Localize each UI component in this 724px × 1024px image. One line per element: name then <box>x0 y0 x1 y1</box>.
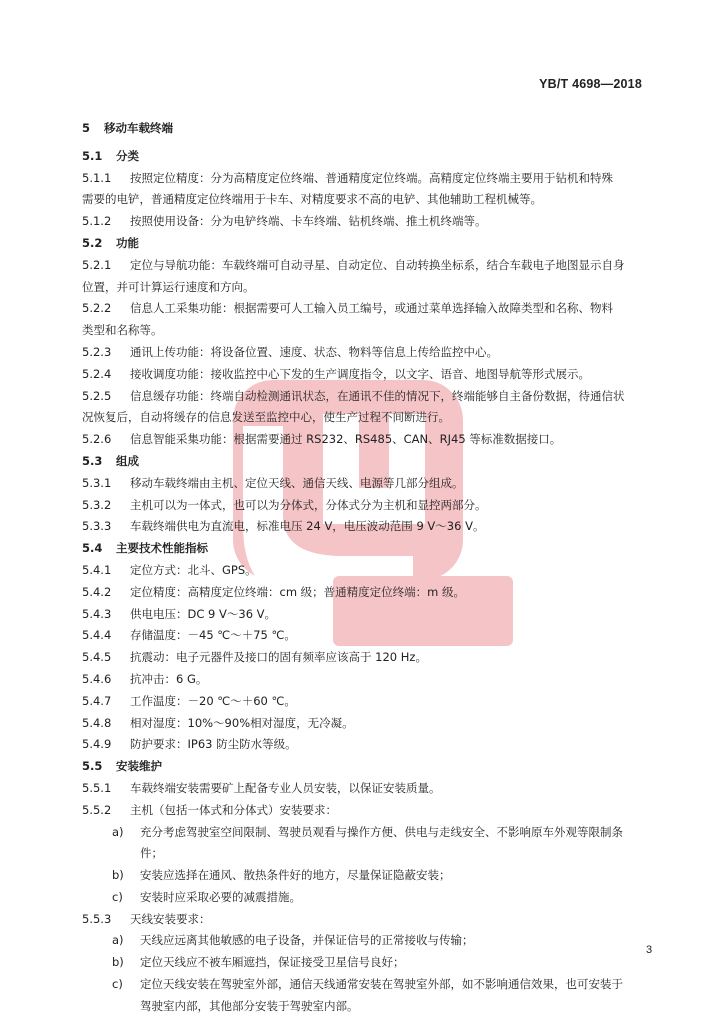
clause-text: 信息智能采集功能：根据需要通过 RS232、RS485、CAN、RJ45 等标准数据接口。 <box>130 432 562 447</box>
clause-text: 按照定位精度：分为高精度定位终端、普通精度定位终端。高精度定位终端主要用于钻机和特殊 <box>130 170 613 185</box>
clause-number: a) <box>112 824 124 839</box>
clause-number: 5.4.2 <box>82 584 112 599</box>
clause-number: 5.5.3 <box>82 911 112 926</box>
clause-number: 5.2.4 <box>82 366 112 381</box>
clause-text: 定位精度：高精度定位终端：cm 级；普通精度定位终端：m 级。 <box>130 584 466 599</box>
text-line <box>82 778 650 800</box>
clause-number: 5.4.8 <box>82 715 112 730</box>
section-heading <box>82 233 650 255</box>
text-line <box>82 342 650 364</box>
clause-number: 5.1 <box>82 148 103 163</box>
text-line <box>82 800 650 822</box>
clause-number: b) <box>112 868 124 883</box>
clause-text: 工作温度：－20 ℃～＋60 ℃。 <box>130 693 296 708</box>
clause-text: 移动车载终端由主机、定位天线、通信天线、电源等几部分组成。 <box>130 475 464 490</box>
clause-text: 况恢复后，自动将缓存的信息发送至监控中心，使生产过程不间断进行。 <box>82 410 450 425</box>
clause-number: 5.4.6 <box>82 671 112 686</box>
clause-text: 按照使用设备：分为电铲终端、卡车终端、钻机终端、推土机终端等。 <box>130 214 487 229</box>
document-body <box>82 118 653 1018</box>
section-heading <box>82 756 650 778</box>
section-heading <box>82 118 650 140</box>
clause-text: 定位天线应不被车厢遮挡，保证接受卫星信号良好； <box>140 955 405 970</box>
text-line <box>82 560 650 582</box>
clause-number: c) <box>112 889 123 904</box>
clause-text: 相对湿度：10%～90%相对湿度，无冷凝。 <box>130 715 354 730</box>
text-line <box>82 320 650 342</box>
clause-number: 5.5.1 <box>82 780 112 795</box>
text-line <box>82 822 650 844</box>
section-heading <box>82 451 650 473</box>
clause-text: 通讯上传功能：将设备位置、速度、状态、物料等信息上传给监控中心。 <box>130 344 498 359</box>
text-line <box>82 996 650 1018</box>
text-line <box>82 298 650 320</box>
text-line <box>82 495 650 517</box>
text-line <box>82 386 650 408</box>
text-line <box>82 516 650 538</box>
clause-number: 5.4.3 <box>82 606 112 621</box>
text-line <box>82 974 650 996</box>
text-line <box>82 625 650 647</box>
clause-text: 安装维护 <box>116 759 162 774</box>
clause-text: 定位与导航功能：车载终端可自动寻星、自动定位、自动转换坐标系，结合车载电子地图显示自身 <box>130 257 625 272</box>
clause-number: 5.2.1 <box>82 257 112 272</box>
clause-number: 5 <box>82 121 91 135</box>
clause-text: 主机（包括一体式和分体式）安装要求： <box>130 802 337 817</box>
text-line <box>82 909 650 931</box>
text-line <box>82 843 650 865</box>
clause-text: 定位天线安装在驾驶室外部，通信天线通常安装在驾驶室外部，如不影响通信效果，也可安装于 <box>140 977 623 992</box>
clause-text: 位置，并可计算运行速度和方向。 <box>82 279 255 294</box>
clause-text: 件； <box>140 846 163 861</box>
clause-text: 功能 <box>116 235 139 250</box>
clause-text: 类型和名称等。 <box>82 323 163 338</box>
clause-number: 5.2.5 <box>82 388 112 403</box>
clause-text: 主要技术性能指标 <box>116 541 208 556</box>
clause-text: 天线应远离其他敏感的电子设备，并保证信号的正常接收与传输； <box>140 933 474 948</box>
clause-number: 5.4 <box>82 541 103 556</box>
text-line <box>82 604 650 626</box>
clause-text: 接收调度功能：接收监控中心下发的生产调度指令，以文字、语音、地图导航等形式展示。 <box>130 366 590 381</box>
clause-number: 5.3.1 <box>82 475 112 490</box>
text-line <box>82 713 650 735</box>
clause-text: 组成 <box>116 453 139 468</box>
text-line <box>82 407 650 429</box>
clause-number: 5.2.3 <box>82 344 112 359</box>
text-line <box>82 364 650 386</box>
text-line <box>82 168 650 190</box>
text-line <box>82 887 650 909</box>
clause-number: 5.1.2 <box>82 214 112 229</box>
text-line <box>82 952 650 974</box>
clause-text: 车载终端安装需要矿上配备专业人员安装，以保证安装质量。 <box>130 780 441 795</box>
clause-text: 天线安装要求： <box>130 911 211 926</box>
clause-number: 5.4.7 <box>82 693 112 708</box>
clause-number: 5.5 <box>82 759 103 774</box>
clause-text: 防护要求：IP63 防尘防水等级。 <box>130 737 297 752</box>
clause-number: b) <box>112 955 124 970</box>
clause-text: 抗震动：电子元器件及接口的固有频率应该高于 120 Hz。 <box>130 650 427 665</box>
text-line <box>82 734 650 756</box>
text-line <box>82 211 650 233</box>
section-heading <box>82 146 650 168</box>
clause-number: 5.4.1 <box>82 562 112 577</box>
clause-text: 驾驶室内部，其他部分安装于驾驶室内部。 <box>140 998 359 1013</box>
clause-number: 5.4.4 <box>82 628 112 643</box>
text-line <box>82 473 650 495</box>
clause-text: 车载终端供电为直流电，标准电压 24 V，电压波动范围 9 V～36 V。 <box>130 519 485 534</box>
clause-number: a) <box>112 933 124 948</box>
clause-number: 5.1.1 <box>82 170 112 185</box>
clause-text: 分类 <box>116 148 139 163</box>
clause-number: 5.2.2 <box>82 301 112 316</box>
text-line <box>82 647 650 669</box>
clause-number: 5.4.9 <box>82 737 112 752</box>
text-line <box>82 691 650 713</box>
clause-text: 定位方式：北斗、GPS。 <box>130 562 257 577</box>
standard-number-header: YB/T 4698—2018 <box>539 77 642 91</box>
clause-text: 移动车载终端 <box>104 121 173 135</box>
clause-number: 5.2.6 <box>82 432 112 447</box>
text-line <box>82 865 650 887</box>
text-line <box>82 429 650 451</box>
clause-text: 存储温度：－45 ℃～＋75 ℃。 <box>130 628 296 643</box>
text-line <box>82 930 650 952</box>
clause-number: 5.2 <box>82 235 103 250</box>
section-heading <box>82 538 650 560</box>
clause-text: 安装应选择在通风、散热条件好的地方，尽量保证隐蔽安装； <box>140 868 451 883</box>
clause-text: 需要的电铲，普通精度定位终端用于卡车、对精度要求不高的电铲、其他辅助工程机械等。 <box>82 192 542 207</box>
clause-text: 供电电压：DC 9 V～36 V。 <box>130 606 277 621</box>
clause-number: 5.5.2 <box>82 802 112 817</box>
clause-number: 5.3.2 <box>82 497 112 512</box>
clause-text: 主机可以为一体式，也可以为分体式，分体式分为主机和显控两部分。 <box>130 497 487 512</box>
clause-text: 信息人工采集功能：根据需要可人工输入员工编号，或通过菜单选择输入故障类型和名称、物料 <box>130 301 613 316</box>
text-line <box>82 189 650 211</box>
page-number: 3 <box>646 944 653 956</box>
clause-text: 充分考虑驾驶室空间限制、驾驶员观看与操作方便、供电与走线安全、不影响原车外观等限制条 <box>140 824 623 839</box>
text-line <box>82 582 650 604</box>
text-line <box>82 669 650 691</box>
clause-number: 5.3.3 <box>82 519 112 534</box>
clause-text: 信息缓存功能：终端自动检测通讯状态，在通讯不佳的情况下，终端能够自主备份数据，待通信状 <box>130 388 625 403</box>
clause-number: 5.4.5 <box>82 650 112 665</box>
clause-text: 安装时应采取必要的减震措施。 <box>140 889 301 904</box>
text-line <box>82 255 650 277</box>
clause-number: 5.3 <box>82 453 103 468</box>
clause-text: 抗冲击：6 G。 <box>130 671 208 686</box>
clause-number: c) <box>112 977 123 992</box>
text-line <box>82 277 650 299</box>
